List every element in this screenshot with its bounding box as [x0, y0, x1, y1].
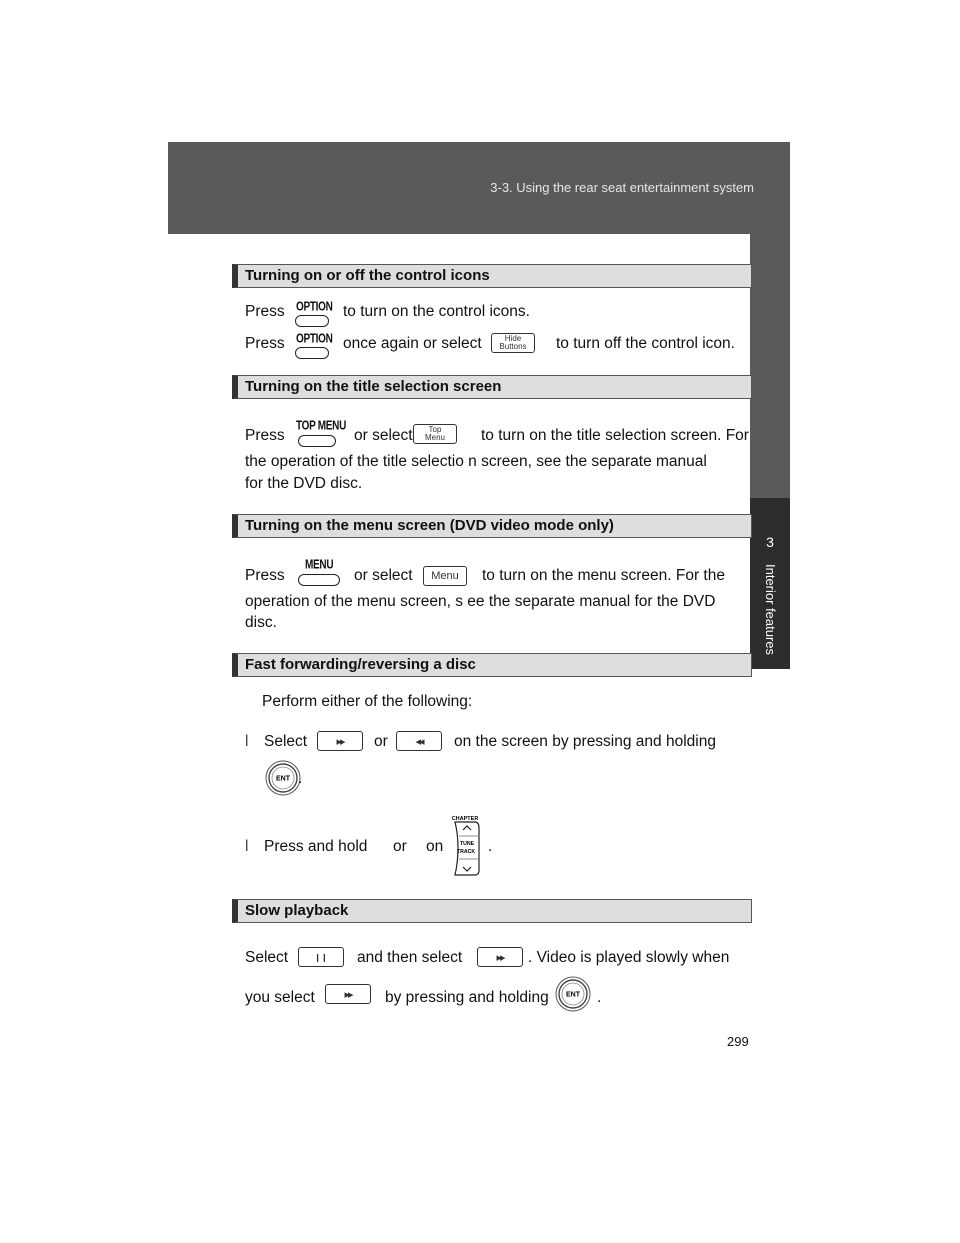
section-heading-slow-playback: [232, 899, 752, 923]
top-menu-button-label: TOP MENU: [296, 419, 347, 434]
option-button-label: OPTION: [296, 300, 333, 315]
option-button-icon: [295, 315, 329, 327]
fast-forward-icon: ▸▸: [496, 951, 504, 964]
text: by pressing and holding: [385, 989, 549, 1006]
text: for the DVD disc.: [245, 475, 363, 492]
section-heading-text: Slow playback: [245, 902, 349, 919]
section-heading-text: Turning on the menu screen (DVD video mode only): [245, 517, 614, 534]
chapter-label: CHAPTER: [451, 816, 479, 822]
text: Perform either of the following:: [262, 693, 473, 710]
fast-forward-screen-button: [317, 731, 363, 751]
option-button-icon: [295, 347, 329, 359]
menu-screen-button-label: Menu: [431, 570, 459, 582]
ent-knob-label: ENT: [276, 775, 290, 783]
text: .: [298, 770, 303, 787]
text: operation of the menu screen, s ee the separate manual for the DVD: [245, 593, 716, 610]
menu-button-label: MENU: [305, 558, 334, 573]
text: .: [597, 989, 602, 1006]
text: Press: [245, 427, 285, 444]
chapter-side-tab: [750, 234, 790, 669]
track-label: TRACK: [456, 849, 476, 855]
ent-knob-label: ENT: [566, 991, 580, 999]
top-menu-label-line1: Top: [428, 425, 442, 434]
section-heading-menu-screen: [232, 514, 752, 538]
text: on the screen by pressing and holding: [454, 733, 716, 750]
hide-buttons-label-line2: Buttons: [499, 342, 527, 351]
menu-button-icon: [298, 574, 340, 586]
text: to turn on the control icons.: [343, 303, 530, 320]
ent-knob-icon: [555, 976, 591, 1012]
option-button-label: OPTION: [296, 332, 333, 347]
text: Select: [264, 733, 308, 750]
section-heading-fast-forward: [232, 653, 752, 677]
section-heading-text: Fast forwarding/reversing a disc: [245, 656, 476, 673]
text: Select: [245, 949, 289, 966]
rewind-screen-button: [396, 731, 442, 751]
header-band: [168, 142, 790, 234]
text: Press: [245, 567, 285, 584]
top-menu-button-icon: [298, 435, 336, 447]
ent-knob-icon: [265, 760, 301, 796]
top-menu-screen-button: [413, 424, 457, 444]
menu-screen-button: [423, 566, 467, 586]
chapter-label: Interior features: [763, 564, 778, 656]
page-number: 299: [727, 1034, 749, 1049]
fast-forward-icon: ▸▸: [336, 735, 344, 748]
text: you select: [245, 989, 315, 1006]
section-heading-text: Turning on or off the control icons: [245, 267, 490, 284]
text: Press: [245, 335, 285, 352]
bullet-marker: l: [245, 838, 249, 855]
text: to turn on the menu screen. For the: [482, 567, 725, 584]
text: or: [393, 838, 407, 855]
pause-icon: ❙❙: [314, 952, 328, 962]
fast-forward-icon: ▸▸: [344, 988, 352, 1001]
bullet-marker: l: [245, 733, 249, 750]
section-heading-text: Turning on the title selection screen: [245, 378, 502, 395]
pause-screen-button: [298, 947, 344, 967]
text: and then select: [357, 949, 463, 966]
section-heading-title-selection: [232, 375, 752, 399]
tune-label: TUNE: [459, 841, 475, 847]
chapter-number: 3: [766, 534, 774, 550]
text: . Video is played slowly when: [528, 949, 730, 966]
text: the operation of the title selectio n screen, see the separate manual: [245, 453, 707, 470]
text: or: [374, 733, 388, 750]
chapter-tune-track-switch-icon: [449, 814, 481, 876]
text: or select: [354, 567, 413, 584]
hide-buttons-label-line1: Hide: [504, 334, 522, 343]
text: or select: [354, 427, 413, 444]
text: Press: [245, 303, 285, 320]
rewind-icon: ◂◂: [415, 735, 423, 748]
text: Press and hold: [264, 838, 368, 855]
fast-forward-screen-button: [325, 984, 371, 1004]
fast-forward-screen-button: [477, 947, 523, 967]
text: disc.: [245, 614, 277, 631]
text: on: [426, 838, 444, 855]
top-menu-label-line2: Menu: [424, 433, 445, 442]
section-heading-control-icons: [232, 264, 752, 288]
text: once again or select: [343, 335, 482, 352]
text: to turn on the title selection screen. For: [481, 427, 749, 444]
hide-buttons-screen-button: [491, 333, 535, 353]
header-title: 3-3. Using the rear seat entertainment system: [490, 180, 754, 195]
text: .: [488, 838, 493, 855]
text: to turn off the control icon.: [556, 335, 735, 352]
